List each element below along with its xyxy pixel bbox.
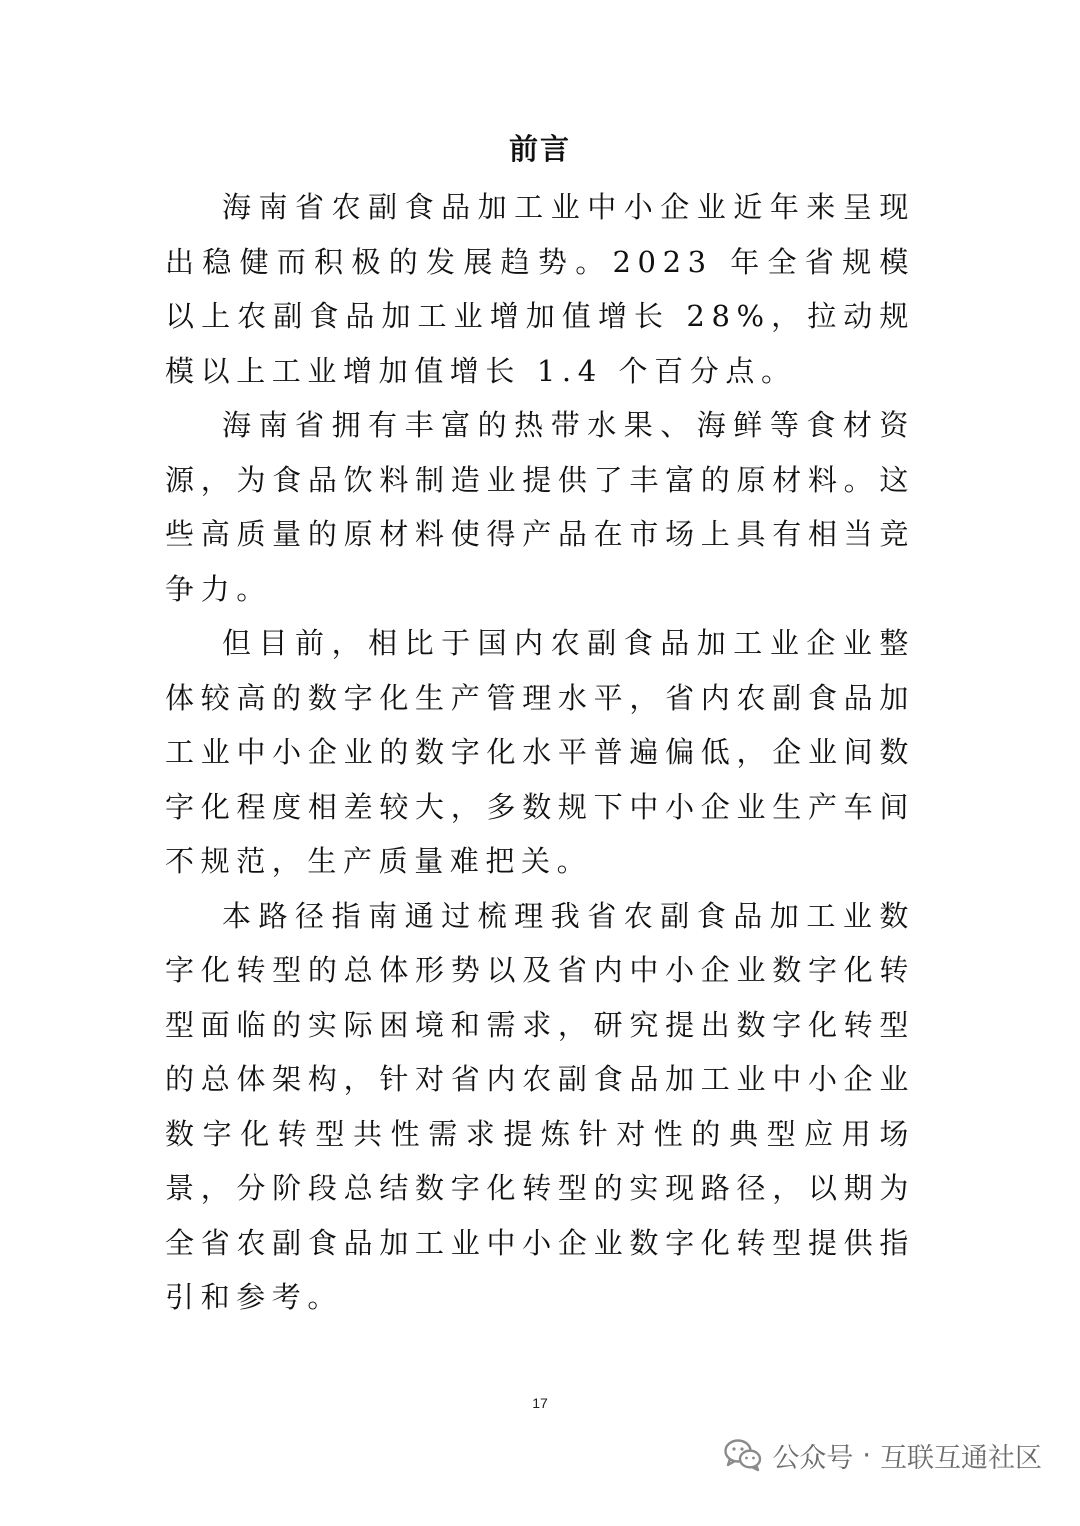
page-number: 17 xyxy=(532,1395,548,1411)
watermark-label: 公众号 xyxy=(772,1442,854,1474)
watermark xyxy=(724,1433,1042,1477)
body-text xyxy=(165,180,915,1325)
paragraph-1: 海南省农副食品加工业中小企业近年来呈现出稳健而积极的发展趋势。2023 年全省规模以上农副食品加工业增加值增长 28%，拉动规模以上工业增加值增长 1.4 个百分点。 xyxy=(165,190,915,388)
paragraph-3: 但目前，相比于国内农副食品加工业企业整体较高的数字化生产管理水平，省内农副食品加工业中小企业的数字化水平普遍偏低，企业间数字化程度相差较大，多数规下中小企业生产车间不规范，生产质量难把关。 xyxy=(165,626,915,878)
wechat-icon xyxy=(724,1438,762,1472)
page-title: 前言 xyxy=(508,132,571,166)
paragraph-4: 本路径指南通过梳理我省农副食品加工业数字化转型的总体形势以及省内中小企业数字化转型面临的实际困境和需求，研究提出数字化转型的总体架构，针对省内农副食品加工业中小企业数字化转型共性需求提炼针对性的典型应用场景，分阶段总结数字化转型的实现路径，以期为全省农副食品加工业中小企业数字化转型提供指引和参考。 xyxy=(165,898,915,1314)
watermark-separator: · xyxy=(862,1439,871,1471)
paragraph-2: 海南省拥有丰富的热带水果、海鲜等食材资源，为食品饮料制造业提供了丰富的原材料。这些高质量的原材料使得产品在市场上具有相当竞争力。 xyxy=(165,408,915,606)
watermark-account: 互联互通社区 xyxy=(880,1442,1042,1474)
